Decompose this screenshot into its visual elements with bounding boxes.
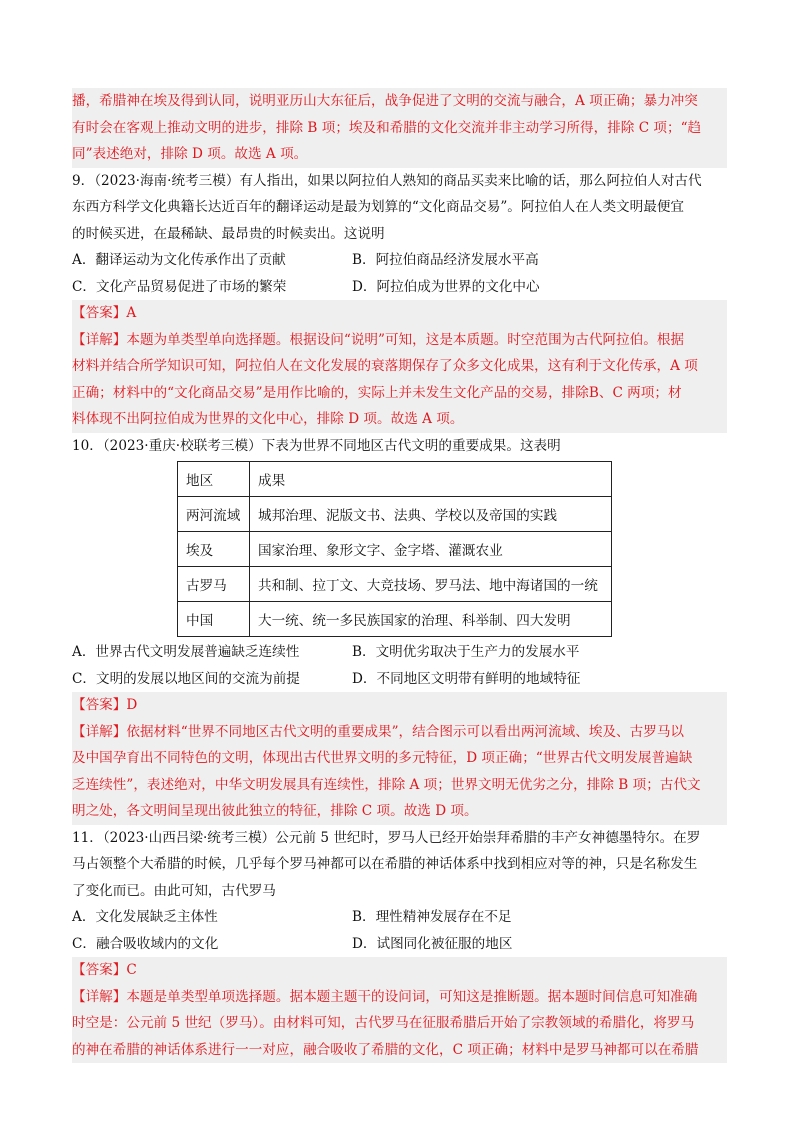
q9-answer-block <box>72 300 727 433</box>
q9-option-b: B．阿拉伯商品经济发展水平高 <box>352 252 539 268</box>
q10-detail-line: 【详解】依据材料“世界不同地区古代文明的重要成果”，结合图示可以看出两河流域、埃及、古罗马以 <box>72 723 685 740</box>
q11-options-row <box>72 931 727 958</box>
q9-detail-line: 材料并结合所学知识可知，阿拉伯人在文化发展的衰落期保存了众多文化成果，这有利于文化传承，A 项 <box>72 358 698 374</box>
q8-detail-line: 同”表述绝对，排除 D 项。故选 A 项。 <box>72 146 308 162</box>
q11-option-c: C．融合吸收域内的文化 <box>72 935 219 952</box>
q11-answer-block <box>72 957 727 1063</box>
table-cell-achievement: 共和制、拉丁文、大竞技场、罗马法、地中海诸国的一统 <box>250 567 612 602</box>
q9-stem-line: 东西方科学文化典籍长达近百年的翻译运动是最为划算的“文化商品交易”。阿拉伯人在人类文明最便宜 <box>72 199 685 215</box>
q10-detail-line: 乏连续性”，表述绝对，中华文明发展具有连续性，排除 A 项；世界文明无优劣之分，排除 B 项；古代文 <box>72 776 701 793</box>
q10-options-row <box>72 666 727 693</box>
table-cell-achievement: 城邦治理、泥版文书、法典、学校以及帝国的实践 <box>250 497 612 532</box>
table-header-cell: 地区 <box>178 462 250 497</box>
table-cell-region: 埃及 <box>178 532 250 567</box>
q10-option-b: B．文明优劣取决于生产力的发展水平 <box>352 644 580 660</box>
q9-option-d: D．阿拉伯成为世界的文化中心 <box>352 278 540 295</box>
q9-detail-line: 【详解】本题为单类型单向选择题。根据设问“说明”可知，这是本质题。时空范围为古代阿拉伯。根据 <box>72 331 685 348</box>
q8-detail-block <box>72 88 727 168</box>
q11-option-b: B．理性精神发展存在不足 <box>352 909 512 925</box>
q11-stem-line: 马占领整个大希腊的时候，几乎每个罗马神都可以在希腊的神话体系中找到相应对等的神，只是名称发生 <box>72 856 698 872</box>
q9-options-row <box>72 274 727 301</box>
q10-answer: 【答案】D <box>72 697 138 713</box>
table-row <box>178 602 612 637</box>
q10-table <box>177 461 612 637</box>
q11-options-row <box>72 904 727 931</box>
q9-detail-line: 料体现不出阿拉伯成为世界的文化中心，排除 D 项。故选 A 项。 <box>72 411 464 427</box>
table-cell-region: 两河流域 <box>178 497 250 532</box>
q10-options-row <box>72 639 727 666</box>
table-header-cell: 成果 <box>250 462 612 497</box>
q11-detail-line: 【详解】本题是单类型单项选择题。据本题主题干的设问词，可知这是推断题。据本题时间信息可知准确 <box>72 988 698 1005</box>
q9-option-a: A．翻译运动为文化传承作出了贡献 <box>72 252 286 268</box>
q9-detail-line: 正确；材料中的“文化商品交易”是用作比喻的，实际上并未发生文化产品的交易，排除B、C 两项；材 <box>72 384 682 401</box>
q11-detail-line: 的神在希腊的神话体系进行一一对应，融合吸收了希腊的文化，C 项正确；材料中是罗马神都可以在希腊 <box>72 1041 699 1058</box>
q11-option-d: D．试图同化被征服的地区 <box>352 935 513 952</box>
q10-option-d: D．不同地区文明带有鲜明的地域特征 <box>352 670 581 687</box>
table-row <box>178 497 612 532</box>
q10-option-c: C．文明的发展以地区间的交流为前提 <box>72 670 300 687</box>
table-row <box>178 532 612 567</box>
q10-option-a: A．世界古代文明发展普遍缺乏连续性 <box>72 644 300 660</box>
q9-option-c: C．文化产品贸易促进了市场的繁荣 <box>72 278 287 295</box>
table-row <box>178 567 612 602</box>
q9-options-row <box>72 247 727 274</box>
q10-detail-line: 明之处，各文明间呈现出彼此独立的特征，排除 C 项。故选 D 项。 <box>72 803 478 819</box>
q11-option-a: A．文化发展缺乏主体性 <box>72 909 218 925</box>
table-cell-achievement: 国家治理、象形文字、金字塔、灌溉农业 <box>250 532 612 567</box>
q11-answer: 【答案】C <box>72 962 137 978</box>
q10-detail-line: 及中国孕育出不同特色的文明，体现出古代世界文明的多元特征，D 项正确；“世界古代文明发展普遍缺 <box>72 750 693 766</box>
q11-stem <box>72 825 727 905</box>
q11-stem-line: 了变化而已。由此可知，古代罗马 <box>72 882 276 899</box>
q11-detail-line: 时空是：公元前 5 世纪（罗马）。由材料可知，古代罗马在征服希腊后开始了宗教领域的希腊化，将罗马 <box>72 1015 695 1031</box>
q11-stem-line: 11．（2023·山西吕梁·统考三模）公元前 5 世纪时，罗马人已经开始崇拜希腊的丰产女神德墨特尔。在罗 <box>72 829 701 846</box>
table-cell-region: 中国 <box>178 602 250 637</box>
q10-answer-block <box>72 692 727 825</box>
table-cell-region: 古罗马 <box>178 567 250 602</box>
table-header-row <box>178 462 612 497</box>
q8-detail-line: 播，希腊神在埃及得到认同，说明亚历山大东征后，战争促进了文明的交流与融合，A 项正确；暴力冲突 <box>72 93 698 109</box>
q8-detail-line: 有时会在客观上推动文明的进步，排除 B 项；埃及和希腊的文化交流并非主动学习所得，排除 C 项；“趋 <box>72 119 702 136</box>
q9-stem-line: 的时候买进，在最稀缺、最昂贵的时候卖出。这说明 <box>72 225 385 242</box>
q9-stem-line: 9．（2023·海南·统考三模）有人指出，如果以阿拉伯人熟知的商品买卖来比喻的话，那么阿拉伯人对古代 <box>72 172 702 189</box>
document-page <box>72 88 727 1063</box>
q9-stem <box>72 168 727 248</box>
table-cell-achievement: 大一统、统一多民族国家的治理、科举制、四大发明 <box>250 602 612 637</box>
q10-stem: 10．（2023·重庆·校联考三模）下表为世界不同地区古代文明的重要成果。这表明 <box>72 437 561 454</box>
q9-answer: 【答案】A <box>72 305 137 321</box>
